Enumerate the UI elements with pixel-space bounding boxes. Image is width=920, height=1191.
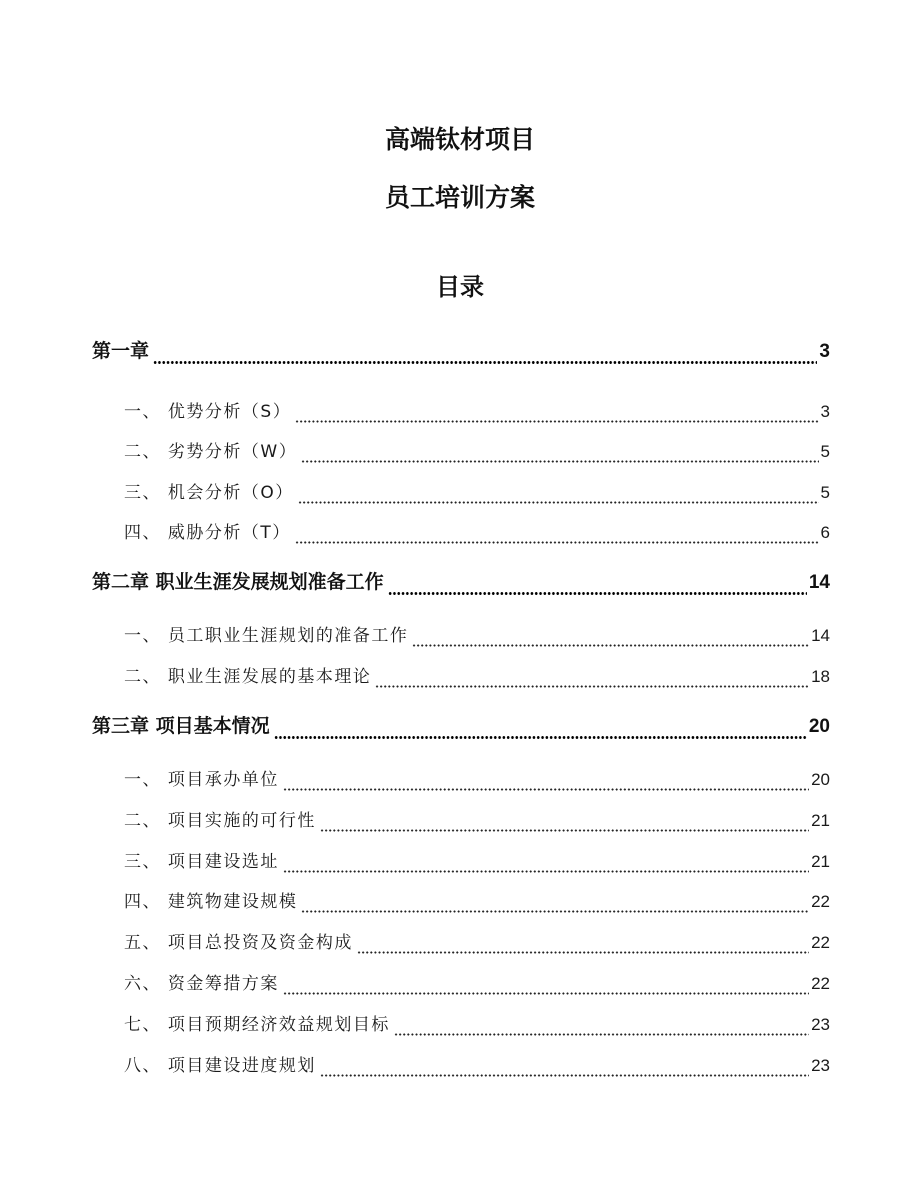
toc-section-1-3[interactable] [124, 478, 830, 504]
toc-entry-label: 五、 项目总投资及资金构成 [124, 933, 353, 953]
toc-section-2-2[interactable] [124, 662, 830, 688]
toc-section-3-8[interactable] [124, 1051, 830, 1077]
toc-section-3-4[interactable] [124, 887, 830, 913]
dot-leader [357, 947, 809, 954]
dot-leader [295, 416, 818, 423]
toc-page-number: 21 [811, 811, 830, 830]
toc-page-number: 3 [820, 402, 830, 421]
toc-entry-label: 一、 项目承办单位 [124, 770, 279, 790]
toc-section-1-2[interactable] [124, 437, 830, 463]
toc-page-number: 20 [811, 770, 830, 789]
dot-leader [153, 357, 817, 364]
toc-section-3-5[interactable] [124, 928, 830, 954]
toc-page-number: 22 [811, 974, 830, 993]
toc-entry-label: 二、 职业生涯发展的基本理论 [124, 667, 372, 687]
dot-leader [394, 1029, 809, 1036]
toc-page-number: 21 [811, 852, 830, 871]
toc-page-number: 23 [811, 1056, 830, 1075]
dot-leader [388, 588, 807, 595]
toc-section-3-1[interactable] [124, 765, 830, 791]
dot-leader [320, 825, 809, 832]
toc-chapter-1[interactable] [92, 336, 830, 364]
toc-page-number: 22 [811, 933, 830, 952]
toc-section-1-1[interactable] [124, 397, 830, 423]
dot-leader [375, 681, 809, 688]
toc-page-number: 6 [820, 523, 830, 542]
toc-entry-label: 二、 劣势分析（W） [124, 442, 298, 462]
toc-entry-label: 八、 项目建设进度规划 [124, 1056, 316, 1076]
dot-leader [295, 537, 819, 544]
dot-leader [283, 866, 809, 873]
toc-entry-label: 一、 员工职业生涯规划的准备工作 [124, 626, 409, 646]
toc-section-1-4[interactable] [124, 518, 830, 544]
toc-entry-label: 第一章 [92, 340, 150, 362]
toc-entry-label: 第三章 项目基本情况 [92, 715, 270, 737]
toc-entry-label: 七、 项目预期经济效益规划目标 [124, 1015, 390, 1035]
toc-page-number: 14 [808, 572, 830, 593]
toc-page-number: 20 [808, 716, 830, 737]
dot-leader [298, 497, 819, 504]
toc-entry-label: 三、 项目建设选址 [124, 852, 279, 872]
dot-leader [283, 784, 809, 791]
dot-leader [320, 1070, 809, 1077]
toc-entry-label: 第二章 职业生涯发展规划准备工作 [92, 571, 384, 593]
toc-section-2-1[interactable] [124, 621, 830, 647]
document-subtitle: 员工培训方案 [384, 183, 535, 212]
document-title: 高端钛材项目 [384, 125, 535, 154]
toc-page-number: 14 [811, 626, 830, 645]
dot-leader [274, 732, 807, 739]
toc-entry-label: 二、 项目实施的可行性 [124, 811, 316, 831]
toc-chapter-2[interactable] [92, 567, 830, 595]
toc-entry-label: 四、 建筑物建设规模 [124, 892, 298, 912]
toc-entry-label: 四、 威胁分析（T） [124, 523, 291, 543]
toc-page-number: 18 [811, 667, 830, 686]
toc-section-3-6[interactable] [124, 969, 830, 995]
toc-entry-label: 六、 资金筹措方案 [124, 974, 279, 994]
toc-page-number: 5 [820, 442, 830, 461]
toc-entry-label: 一、 优势分析（S） [124, 402, 292, 422]
toc-page-number: 5 [820, 483, 830, 502]
toc-page-number: 3 [819, 341, 830, 362]
toc-page-number: 22 [811, 892, 830, 911]
toc-entry-label: 三、 机会分析（O） [124, 483, 294, 503]
dot-leader [412, 640, 809, 647]
dot-leader [301, 456, 818, 463]
toc-page-number: 23 [811, 1015, 830, 1034]
dot-leader [301, 906, 809, 913]
dot-leader [283, 988, 809, 995]
toc-section-3-7[interactable] [124, 1010, 830, 1036]
toc-heading: 目录 [436, 273, 484, 301]
toc-section-3-3[interactable] [124, 847, 830, 873]
toc-section-3-2[interactable] [124, 806, 830, 832]
toc-chapter-3[interactable] [92, 711, 830, 739]
